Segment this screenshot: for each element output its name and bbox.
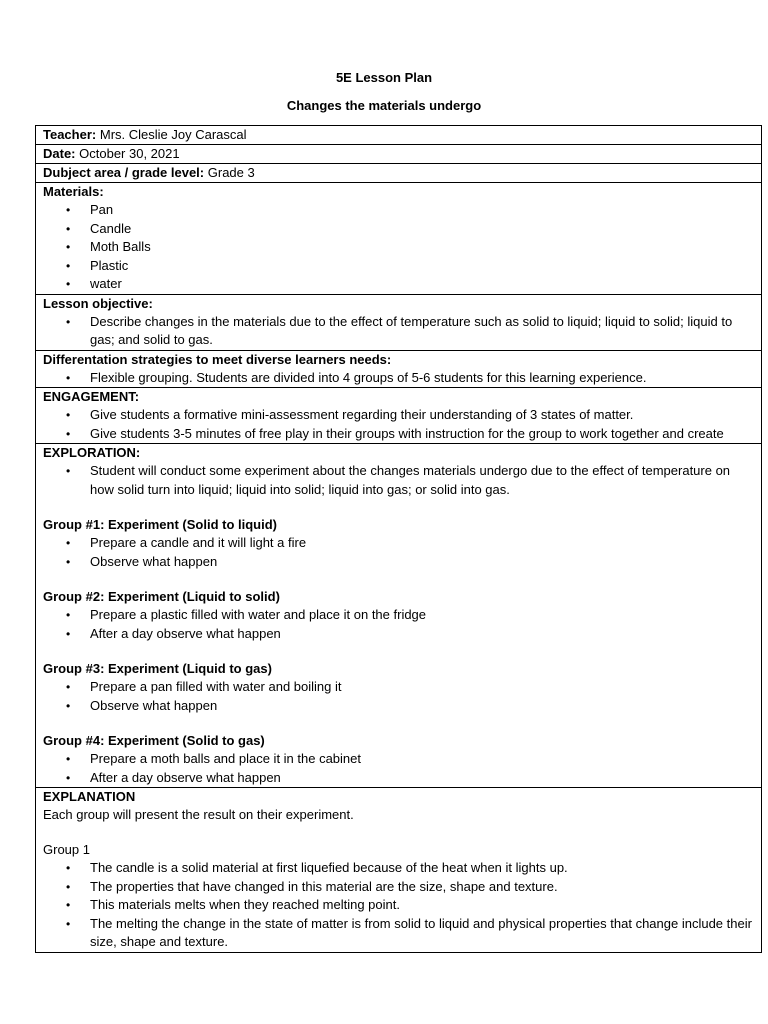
list-item: • Give students 3-5 minutes of free play in their groups with instruction for the group to work together and create bbox=[43, 425, 761, 444]
objective-row bbox=[36, 294, 762, 350]
group-2-title: Group #2: Experiment (Liquid to solid) bbox=[43, 589, 280, 604]
engagement-list bbox=[43, 406, 761, 443]
explanation-cell bbox=[36, 788, 762, 953]
teacher-cell bbox=[36, 126, 762, 145]
exploration-label: EXPLORATION: bbox=[43, 445, 141, 460]
list-item: • Observe what happen bbox=[43, 553, 761, 572]
list-item: • Prepare a plastic filled with water and place it on the fridge bbox=[43, 606, 761, 625]
document-subtitle: Changes the materials undergo bbox=[286, 98, 482, 113]
list-item: • After a day observe what happen bbox=[43, 769, 761, 788]
spacer bbox=[43, 715, 761, 732]
list-item: • Student will conduct some experiment about the changes materials undergo due to the effect of temperature on how solid turn into liquid; liquid into solid; liquid into gas; or solid into gas. bbox=[43, 462, 761, 499]
teacher-value: Mrs. Cleslie Joy Carascal bbox=[99, 127, 247, 142]
list-item: • Plastic bbox=[43, 257, 761, 276]
engagement-label: ENGAGEMENT: bbox=[43, 389, 140, 404]
materials-cell bbox=[36, 183, 762, 295]
spacer bbox=[43, 643, 761, 660]
lesson-plan-table bbox=[35, 125, 762, 953]
exploration-row bbox=[36, 444, 762, 788]
list-item: • After a day observe what happen bbox=[43, 625, 761, 644]
differentiation-list bbox=[43, 369, 761, 388]
subject-label: Dubject area / grade level: bbox=[43, 165, 205, 180]
list-item: • Prepare a pan filled with water and boiling it bbox=[43, 678, 761, 697]
spacer bbox=[43, 499, 761, 516]
date-value: October 30, 2021 bbox=[79, 146, 180, 161]
subject-row bbox=[36, 164, 762, 183]
list-item: • Prepare a candle and it will light a fire bbox=[43, 534, 761, 553]
engagement-row bbox=[36, 388, 762, 444]
materials-list bbox=[43, 201, 761, 294]
date-label: Date: bbox=[43, 146, 76, 161]
differentiation-label: Differentation strategies to meet diverse learners needs: bbox=[43, 351, 392, 367]
explanation-group-title: Group 1 bbox=[43, 842, 90, 857]
group-2-list bbox=[43, 606, 761, 643]
teacher-label: Teacher: bbox=[43, 127, 97, 142]
spacer bbox=[43, 571, 761, 588]
group-1-list bbox=[43, 534, 761, 571]
date-cell bbox=[36, 145, 762, 164]
group-1-title: Group #1: Experiment (Solid to liquid) bbox=[43, 517, 278, 532]
list-item: • This materials melts when they reached melting point. bbox=[43, 896, 761, 915]
explanation-label: EXPLANATION bbox=[43, 789, 136, 804]
list-item: • Prepare a moth balls and place it in the cabinet bbox=[43, 750, 761, 769]
explanation-row bbox=[36, 788, 762, 953]
materials-row bbox=[36, 183, 762, 295]
differentiation-cell bbox=[36, 350, 762, 388]
engagement-cell bbox=[36, 388, 762, 444]
list-item: • Candle bbox=[43, 220, 761, 239]
explanation-intro: Each group will present the result on their experiment. bbox=[43, 807, 354, 822]
list-item: • Pan bbox=[43, 201, 761, 220]
spacer bbox=[43, 824, 761, 841]
date-row bbox=[36, 145, 762, 164]
list-item: • water bbox=[43, 275, 761, 294]
list-item: • Describe changes in the materials due to the effect of temperature such as solid to liquid; liquid to solid; liquid to gas; and solid to gas. bbox=[43, 313, 761, 350]
group-3-title: Group #3: Experiment (Liquid to gas) bbox=[43, 661, 272, 676]
group-4-list bbox=[43, 750, 761, 787]
exploration-cell bbox=[36, 444, 762, 788]
teacher-row bbox=[36, 126, 762, 145]
group-3-list bbox=[43, 678, 761, 715]
subject-value: Grade 3 bbox=[207, 165, 255, 180]
list-item: • Observe what happen bbox=[43, 697, 761, 716]
objective-label: Lesson objective: bbox=[43, 295, 153, 311]
subject-cell bbox=[36, 164, 762, 183]
materials-label: Materials: bbox=[43, 184, 104, 199]
list-item: • Give students a formative mini-assessment regarding their understanding of 3 states of matter. bbox=[43, 406, 761, 425]
objective-cell bbox=[36, 294, 762, 350]
explanation-list bbox=[43, 859, 761, 952]
document-title: 5E Lesson Plan bbox=[335, 70, 433, 85]
list-item: • Moth Balls bbox=[43, 238, 761, 257]
list-item: • The melting the change in the state of matter is from solid to liquid and physical properties that change include their size, shape and texture. bbox=[43, 915, 761, 952]
objective-list bbox=[43, 313, 761, 350]
list-item: • The properties that have changed in this material are the size, shape and texture. bbox=[43, 878, 761, 897]
exploration-list bbox=[43, 462, 761, 499]
differentiation-row bbox=[36, 350, 762, 388]
list-item: • The candle is a solid material at first liquefied because of the heat when it lights up. bbox=[43, 859, 761, 878]
group-4-title: Group #4: Experiment (Solid to gas) bbox=[43, 733, 265, 748]
list-item: • Flexible grouping. Students are divided into 4 groups of 5-6 students for this learning experience. bbox=[43, 369, 761, 388]
